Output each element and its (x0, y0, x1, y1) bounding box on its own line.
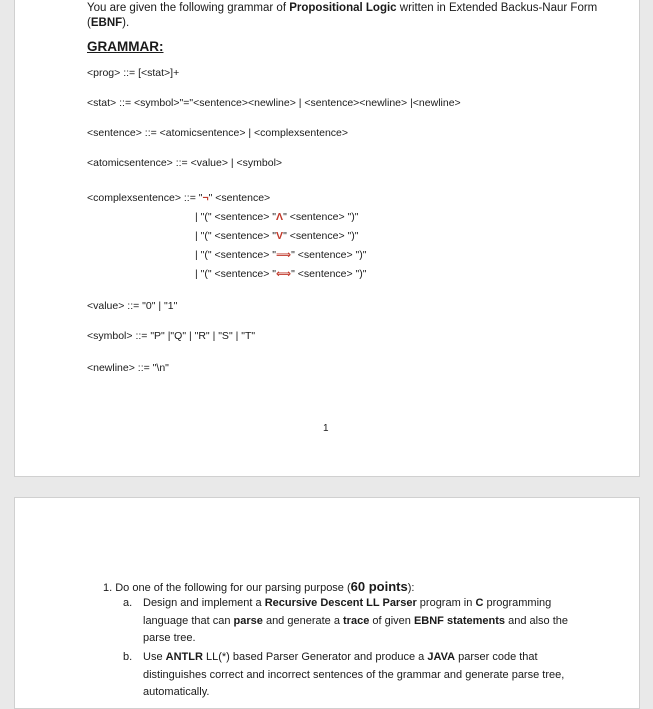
document-page-1 (14, 0, 640, 477)
option-b-label: b. (123, 651, 133, 663)
not-operator-symbol: ¬ (202, 192, 209, 204)
rule-stat: <stat> ::= <symbol>"="<sentence><newline> | <sentence><newline> |<newline> (87, 97, 461, 109)
rule-complexsentence: <complexsentence> ::= "¬" <sentence> (87, 192, 271, 204)
implies-operator-symbol: ⟹ (276, 249, 292, 261)
or-operator-symbol: V (276, 230, 284, 242)
rule-alt-implies: | "(" <sentence> "⟹" <sentence> ")" (195, 249, 367, 261)
grammar-heading: GRAMMAR: (87, 39, 164, 54)
and-operator-symbol: Λ (276, 211, 284, 223)
option-a (123, 595, 583, 648)
rule-alt-or: | "(" <sentence> "V" <sentence> ")" (195, 230, 359, 242)
rule-atomicsentence: <atomicsentence> ::= <value> | <symbol> (87, 157, 283, 169)
intro-text: You are given the following grammar of Propositional Logic written in Extended Backus-Naur Form (EBNF). (87, 2, 598, 29)
option-a-text: Design and implement a Recursive Descent LL Parser program in C programming language that can parse and generate a trace of given EBNF statements and also the parse tree. (143, 597, 569, 644)
page-number: 1 (323, 423, 329, 434)
rule-newline: <newline> ::= "\n" (87, 362, 169, 374)
rule-prog: <prog> ::= [<stat>]+ (87, 67, 180, 79)
rule-alt-iff: | "(" <sentence> "⟺" <sentence> ")" (195, 268, 367, 280)
option-a-label: a. (123, 597, 133, 609)
document-page-2 (14, 497, 640, 709)
rule-sentence: <sentence> ::= <atomicsentence> | <complexsentence> (87, 127, 349, 139)
rule-symbol: <symbol> ::= "P" |"Q" | "R" | "S" | "T" (87, 330, 256, 342)
iff-operator-symbol: ⟺ (276, 268, 292, 280)
question-1: 1. Do one of the following for our parsing purpose (60 points): (103, 579, 415, 594)
option-b (123, 649, 583, 702)
rule-alt-and: | "(" <sentence> "Λ" <sentence> ")" (195, 211, 359, 223)
option-b-text: Use ANTLR LL(*) based Parser Generator and produce a JAVA parser code that distinguishes correct and incorrect sentences of the grammar and generate parse tree, automatically. (143, 651, 565, 698)
rule-value: <value> ::= "0" | "1" (87, 300, 178, 312)
points-label: 60 points (350, 579, 408, 594)
